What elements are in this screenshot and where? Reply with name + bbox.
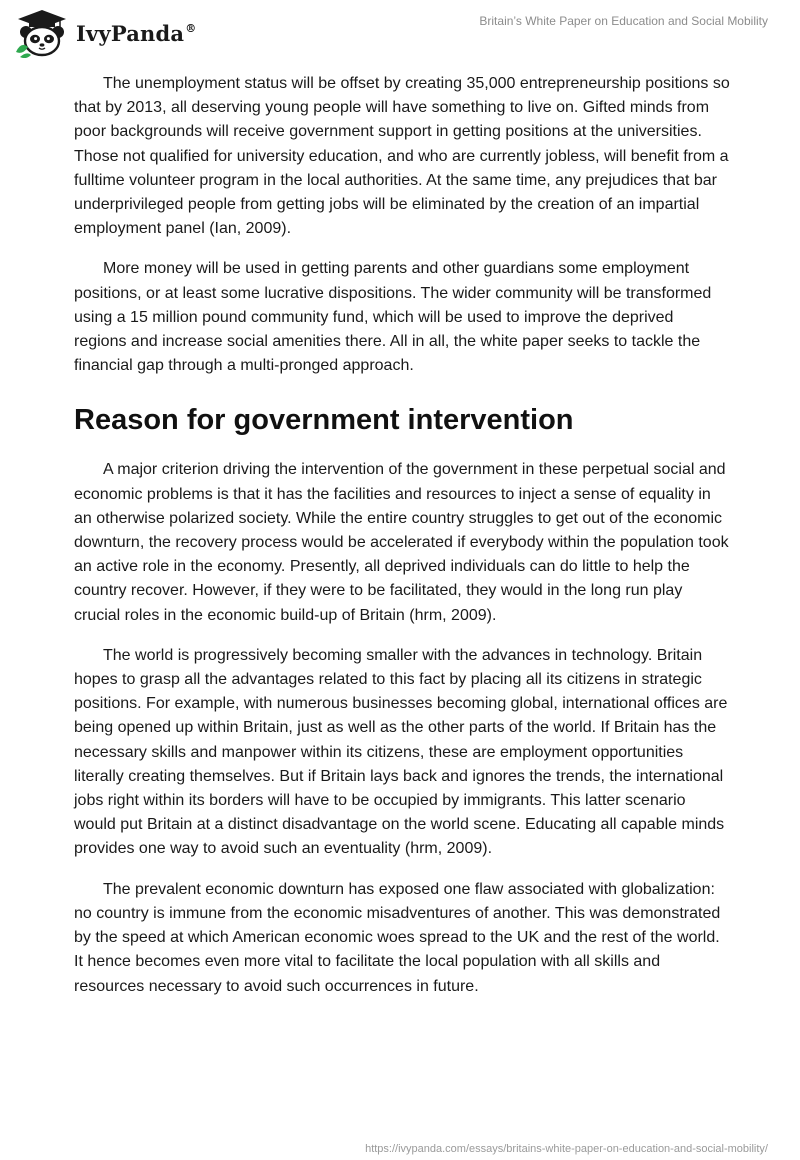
panda-graduate-icon	[14, 8, 70, 58]
registered-mark: ®	[185, 21, 197, 35]
ivypanda-logo[interactable]	[14, 8, 196, 58]
essay-body	[74, 72, 730, 1015]
paragraph: More money will be used in getting parents and other guardians some employment positions, or at least some lucrative dispositions. The wider community will be transformed using a 15 million pound community fund, which will be used to improve the deprived regions and increase social amenities there. All in all, the white paper seeks to tackle the financial gap through a multi-pronged approach.	[74, 260, 712, 375]
paragraph: The unemployment status will be offset by creating 35,000 entrepreneurship positions so that by 2013, all deserving young people will have something to live on. Gifted minds from poor backgrounds will receive government support in getting positions at the universities. Those not qualified for university education, and who are currently jobless, will benefit from a fulltime volunteer program in the local authorities. At the same time, any prejudices that bar underprivileged people from getting jobs will be eliminated by the creation of an impartial employment panel (Ian, 2009).	[74, 75, 730, 238]
page-header	[0, 0, 800, 64]
logo-text	[76, 21, 196, 46]
brand-name: IvyPanda	[76, 20, 185, 46]
paragraph: A major criterion driving the intervention of the government in these perpetual social and economic problems is that it has the facilities and resources to inject a sense of equality in an otherwise polarized society. While the entire country struggles to get out of the economic downturn, the recovery process would be accelerated if everybody within the population took an active role in the economy. Presently, all deprived individuals can do little to help the country recover. However, if they were to be facilitated, they would in the long run play crucial roles in the economic build-up of Britain (hrm, 2009).	[74, 461, 729, 624]
section-heading: Reason for government intervention	[74, 404, 574, 437]
paragraph: The world is progressively becoming smaller with the advances in technology. Britain hopes to grasp all the advantages related to this fact by placing all its citizens in strategic positions. For example, with numerous businesses becoming global, international offices are being opened up within Britain, just as well as the other parts of the world. If Britain has the necessary skills and manpower within its citizens, these are employment opportunities literally creating themselves. But if Britain lays back and ignores the trends, the international jobs right within its borders will have to be occupied by immigrants. This latter scenario would put Britain at a distinct disadvantage on the world scene. Educating all capable minds provides one way to avoid such an eventuality (hrm, 2009).	[74, 646, 728, 858]
source-url-link[interactable]: https://ivypanda.com/essays/britains-white-paper-on-education-and-social-mobility/	[365, 1143, 768, 1155]
paragraph: The prevalent economic downturn has exposed one flaw associated with globalization: no country is immune from the economic misadventures of another. This was demonstrated by the speed at which American economic woes spread to the UK and the rest of the world. It hence becomes even more vital to facilitate the local population with all skills and resources necessary to avoid such occurrences in future.	[74, 880, 721, 995]
document-title: Britain’s White Paper on Education and Social Mobility	[479, 14, 768, 28]
